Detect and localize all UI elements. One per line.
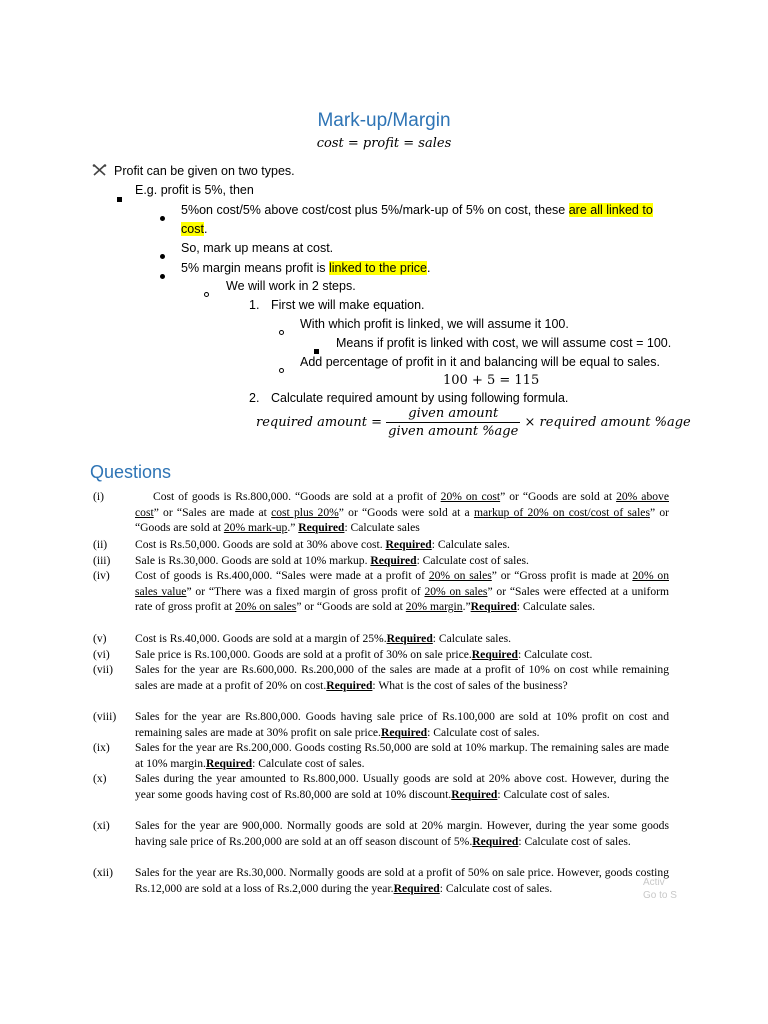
question-text: Cost of goods is Rs.800,000. “Goods are sold at a profit of 20% on cost” or “Goods are sold at 20% above cost” or “Sales are made at cost plus 20%” or “Goods were sold at a markup of 20% on cost/cost of sales” or “Goods are sold at 20% mark-up.” Required: Calculate sales — [135, 490, 669, 535]
activation-watermark: Activ Go to S — [643, 877, 677, 901]
highlight: cost — [181, 222, 204, 236]
question-number: (iv) — [93, 569, 110, 582]
question-number: (ix) — [93, 741, 110, 754]
highlight: are all linked to — [568, 203, 653, 217]
list-number: 1. — [249, 298, 260, 312]
circle-bullet — [279, 322, 284, 340]
note-line: Means if profit is linked with cost, we will assume cost = 100. — [336, 336, 672, 350]
note-line: E.g. profit is 5%, then — [135, 183, 254, 197]
question-text: Cost is Rs.40,000. Goods are sold at a margin of 25%.Required: Calculate sales. — [135, 632, 512, 645]
note-line: Add percentage of profit in it and balancing will be equal to sales. — [300, 355, 660, 369]
note-line: cost. — [181, 222, 208, 236]
note-line: First we will make equation. — [271, 298, 425, 312]
page-title: Mark-up/Margin — [317, 110, 451, 131]
question-number: (xi) — [93, 819, 110, 832]
note-line: With which profit is linked, we will assume it 100. — [300, 317, 569, 331]
highlight: linked to the price — [328, 261, 427, 275]
note-line: 5% margin means profit is linked to the price. — [181, 261, 431, 275]
square-bullet — [117, 189, 122, 207]
note-line: Calculate required amount by using following formula. — [271, 391, 569, 405]
question-text: Sale is Rs.30,000. Goods are sold at 10% markup. Required: Calculate cost of sales. — [135, 554, 529, 567]
question-number: (ii) — [93, 538, 108, 551]
question-text: Sales during the year amounted to Rs.800,000. Usually goods are sold at 20% above cost. However, during the year some goods having cost of Rs.80,000 are sold at 10% discount.Required: Calculate cost of sales. — [135, 772, 669, 801]
question-number: (v) — [93, 632, 107, 645]
formula-fraction: $\frac{\text{given amount}}{\text{given amount \%age}}$ — [388, 406, 519, 439]
dot-bullet — [160, 208, 165, 226]
x-bullet-icon — [92, 164, 107, 179]
note-line: 5%on cost/5% above cost/cost plus 5%/mark-up of 5% on cost, these are all linked to — [181, 203, 653, 217]
question-number: (x) — [93, 772, 107, 785]
circle-bullet — [279, 360, 284, 378]
equation: 100 + 5 = 115 — [443, 373, 540, 388]
note-line: We will work in 2 steps. — [226, 279, 356, 293]
dot-bullet — [160, 246, 165, 264]
question-number: (vii) — [93, 663, 113, 676]
question-number: (xii) — [93, 866, 113, 879]
list-number: 2. — [249, 391, 260, 405]
question-text: Sales for the year are Rs.30,000. Normally goods are sold at a profit of 50% on sale price. However, goods costing Rs.12,000 are sold at a loss of Rs.2,000 during the year.Required: Calculate cost of sales. — [135, 866, 669, 895]
question-number: (viii) — [93, 710, 117, 723]
question-text: Cost of goods is Rs.400,000. “Sales were made at a profit of 20% on sales” or “Gross profit is made at 20% on sales value” or “There was a fixed margin of gross profit of 20% on sales” or “Sales were effected at a uniform rate of gross profit at 20% on sales” or “Goods are sold at 20% margin.”Required: Calculate sales. — [135, 569, 670, 614]
note-line: Profit can be given on two types. — [114, 164, 295, 178]
questions-heading: Questions — [90, 462, 172, 482]
question-text: Sales for the year are Rs.200,000. Goods costing Rs.50,000 are sold at 10% markup. The remaining sales are made at 10% margin.Required: Calculate cost of sales. — [135, 741, 669, 770]
question-number: (iii) — [93, 554, 111, 567]
question-number: (i) — [93, 490, 104, 503]
question-text: Sale price is Rs.100,000. Goods are sold at a profit of 30% on sale price.Required: Calculate cost. — [135, 648, 593, 661]
circle-bullet — [204, 284, 209, 302]
question-text: Sales for the year are Rs.800,000. Goods having sale price of Rs.100,000 are sold at 10% profit on cost and remaining sales are made at 30% profit on sale price.Required: Calculate cost of sales. — [135, 710, 669, 739]
required-amount-formula: required amount = $\frac{\text{given amount}}{\text{given amount \%age}}$ × required amount %age — [256, 406, 691, 439]
dot-bullet — [160, 266, 165, 284]
question-text: Sales for the year are 900,000. Normally goods are sold at 20% margin. However, during the year some goods having sale price of Rs.200,000 are sold at an off season discount of 5%.Required: Calculate cost of sales. — [135, 819, 669, 848]
question-number: (vi) — [93, 648, 110, 661]
question-text: Cost is Rs.50,000. Goods are sold at 30% above cost. Required: Calculate sales. — [135, 538, 510, 551]
note-line: So, mark up means at cost. — [181, 241, 334, 255]
title-formula: cost = profit = sales — [316, 136, 452, 151]
question-text: Sales for the year are Rs.600,000. Rs.200,000 of the sales are made at a profit of 10% on cost while remaining sales are made at a profit of 20% on cost.Required: What is the cost of sales of the business? — [135, 663, 669, 692]
